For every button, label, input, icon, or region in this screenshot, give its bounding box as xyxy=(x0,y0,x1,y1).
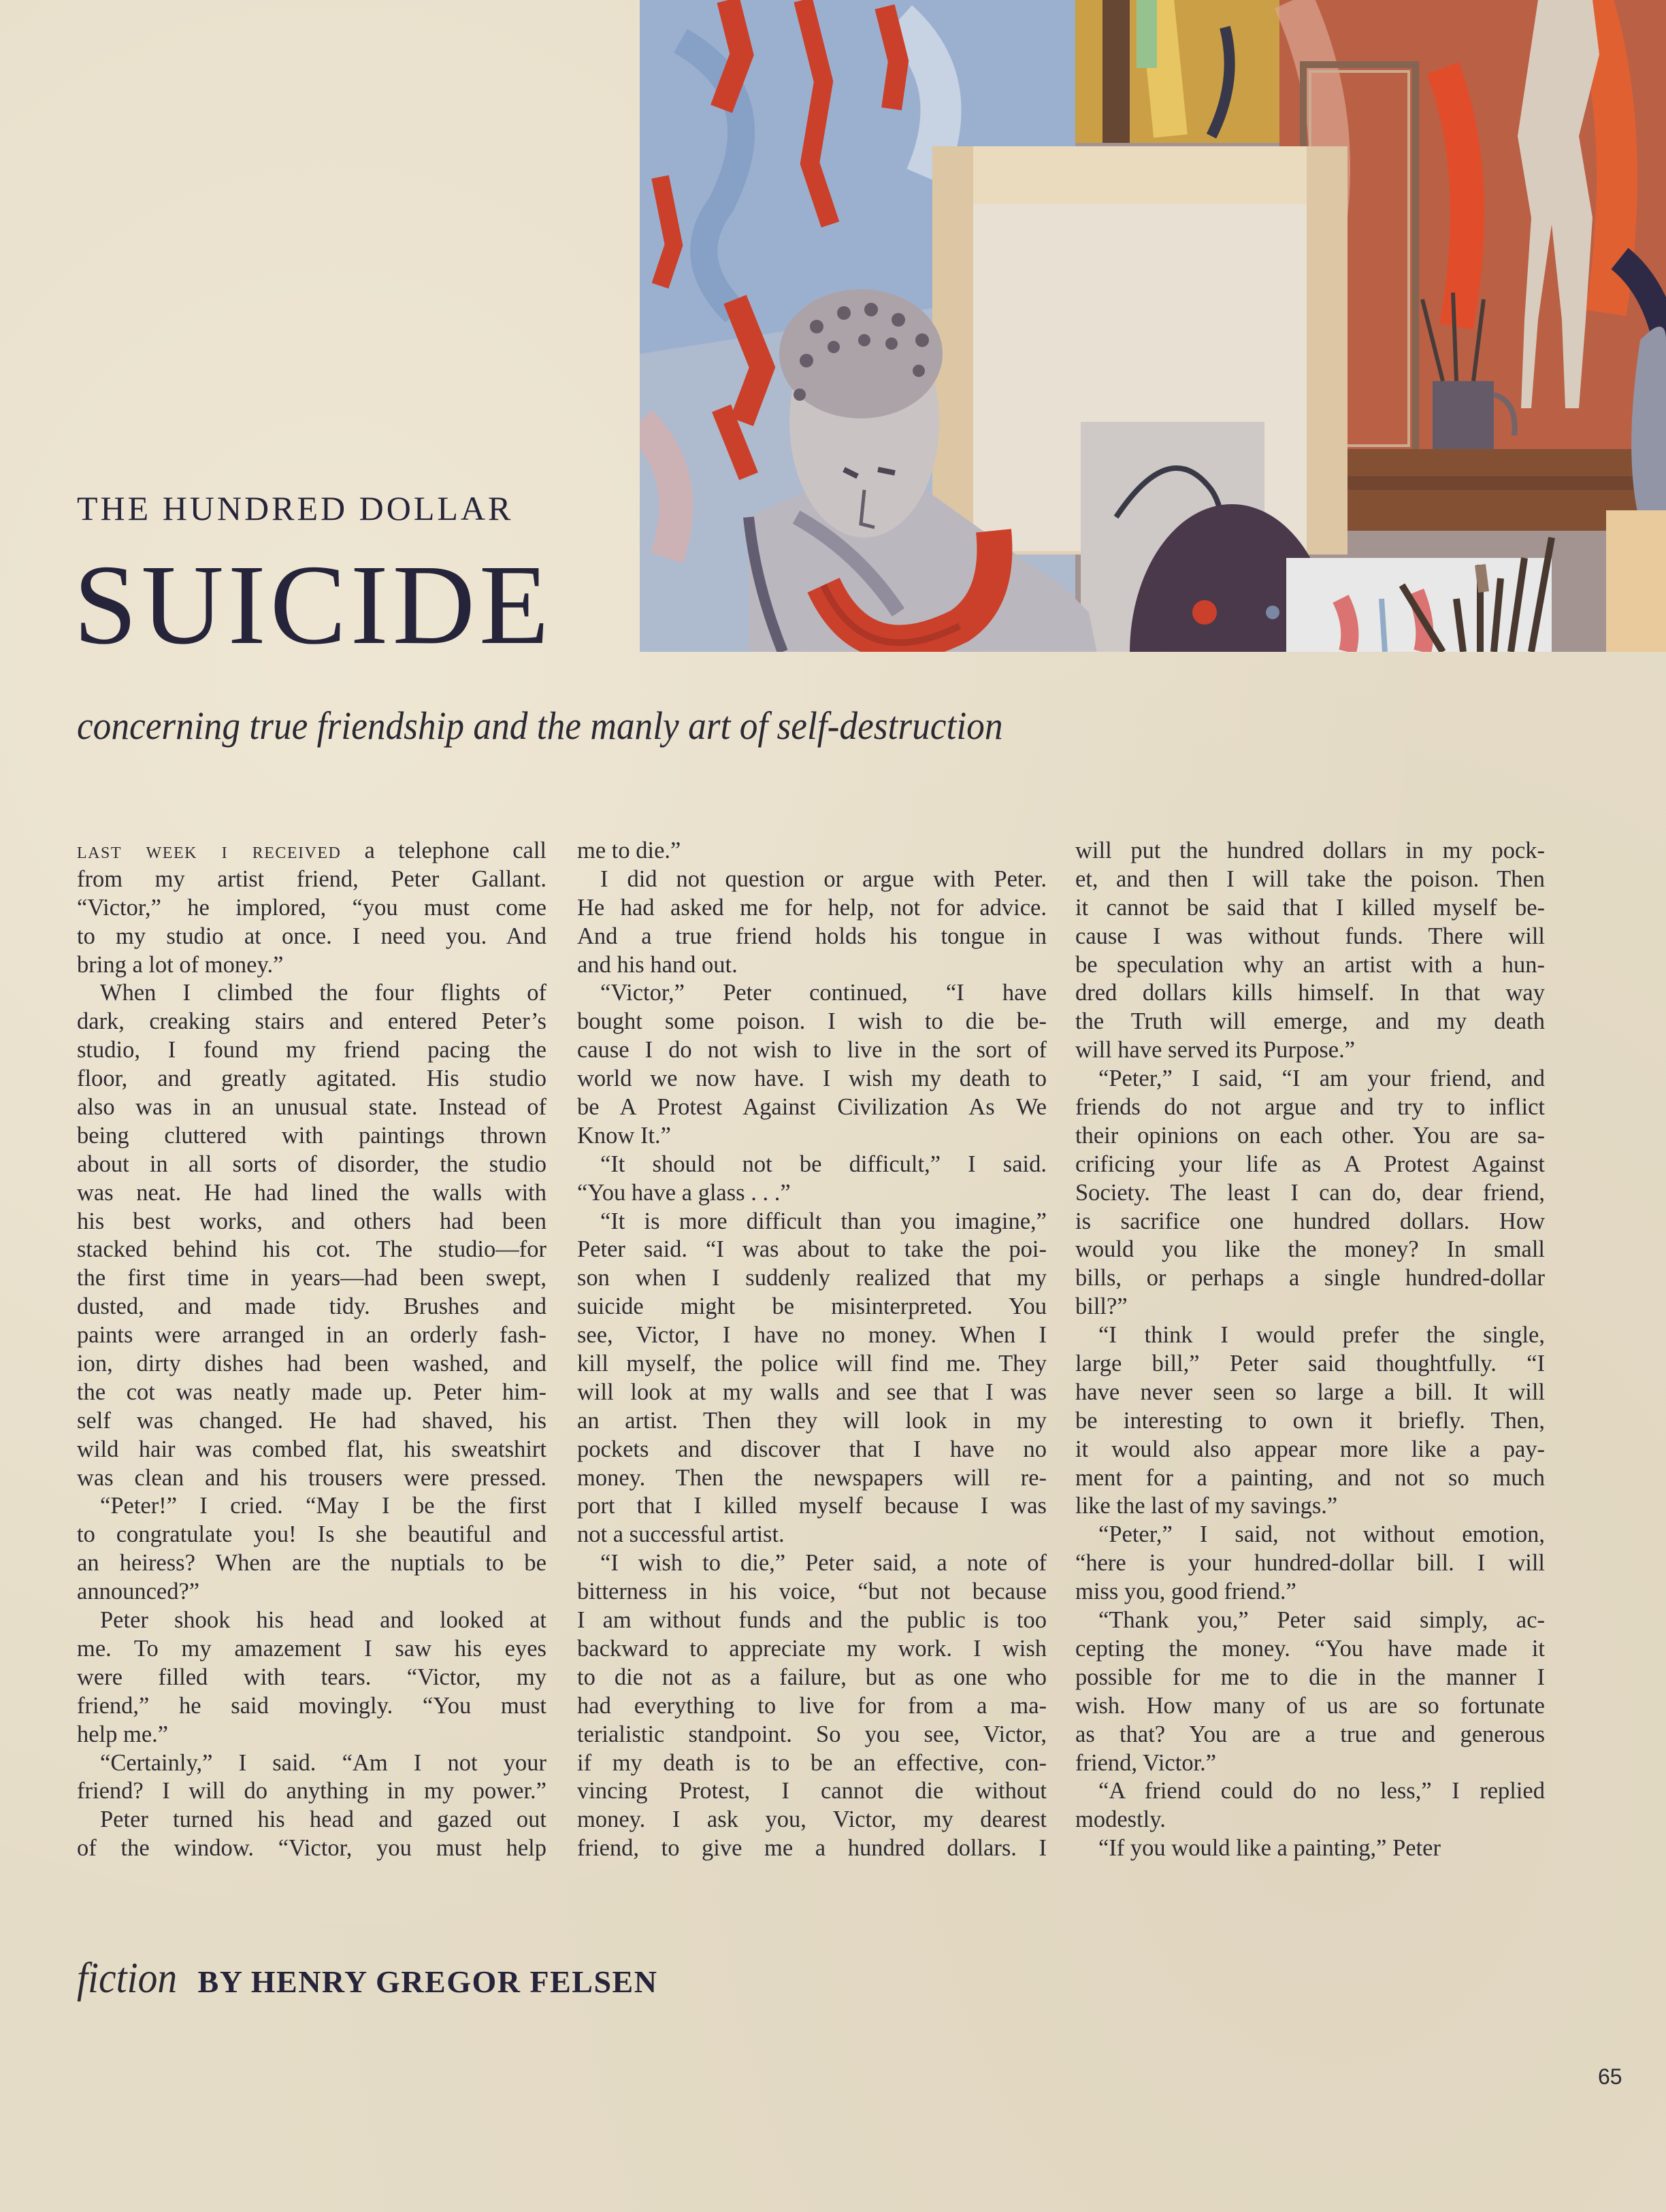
subtitle-dek: concerning true friendship and the manly art of self-destruction xyxy=(77,704,1003,748)
headline: SUICIDE xyxy=(74,542,553,668)
text-line: studio, I found my friend pacing the xyxy=(77,1037,546,1063)
text-line: an artist. Then they will look in my xyxy=(577,1407,1047,1434)
text-line: possible for me to die in the manner I xyxy=(1075,1664,1545,1690)
page-number: 65 xyxy=(1598,2064,1622,2089)
studio-still-life-illustration xyxy=(640,0,1666,652)
text-line: friend, Victor.” xyxy=(1075,1749,1217,1776)
text-line: backward to appreciate my work. I wish xyxy=(577,1635,1047,1662)
text-line: cause I do not wish to live in the sort of xyxy=(577,1037,1047,1063)
lead-in-smallcaps: last week i received xyxy=(77,838,342,863)
text-line: me. To my amazement I saw his eyes xyxy=(77,1635,546,1662)
text-line: modestly. xyxy=(1075,1806,1166,1833)
body-column-2 xyxy=(577,837,1047,1863)
text-line: miss you, good friend.” xyxy=(1075,1579,1296,1605)
text-line: “You have a glass . . .” xyxy=(577,1179,791,1206)
text-line: stacked behind his cot. The studio—for xyxy=(77,1236,546,1263)
text-line: Peter shook his head and looked at xyxy=(100,1607,546,1634)
text-line: friends do not argue and try to inflict xyxy=(1075,1094,1545,1121)
text-line: me to die.” xyxy=(577,838,681,863)
text-line: his best works, and others had been xyxy=(77,1208,546,1234)
text-line: from my artist friend, Peter Gallant. xyxy=(77,865,546,892)
text-line: “Peter,” I said, “I am your friend, and xyxy=(1098,1066,1545,1092)
text-line: port that I killed myself because I was xyxy=(577,1493,1047,1519)
text-line: also was in an unusual state. Instead of xyxy=(77,1094,546,1121)
text-line: their opinions on each other. You are sa- xyxy=(1075,1122,1545,1149)
text-line: “Peter,” I said, not without emotion, xyxy=(1098,1521,1545,1548)
text-line: son when I suddenly realized that my xyxy=(577,1265,1047,1291)
text-line: When I climbed the four flights of xyxy=(100,980,546,1006)
text-line: “If you would like a painting,” Peter xyxy=(1098,1835,1441,1862)
text-line: ion, dirty dishes had been washed, and xyxy=(77,1351,546,1377)
text-line: money. I ask you, Victor, my dearest xyxy=(577,1806,1047,1833)
text-line: suicide might be misinterpreted. You xyxy=(577,1293,1047,1320)
text-line: et, and then I will take the poison. Then xyxy=(1075,865,1545,892)
title-kicker: THE HUNDRED DOLLAR xyxy=(77,489,514,527)
text-line: pockets and discover that I have no xyxy=(577,1436,1047,1462)
text-line: help me.” xyxy=(77,1721,169,1747)
text-line: “It should not be difficult,” I said. xyxy=(600,1151,1047,1177)
text-line: kill myself, the police will find me. They xyxy=(577,1351,1047,1377)
text-line: cepting the money. “You have made it xyxy=(1075,1635,1545,1662)
text-line: be interesting to own it briefly. Then, xyxy=(1075,1407,1545,1434)
text-line: dark, creaking stairs and entered Peter’s xyxy=(77,1008,546,1035)
text-line: “Victor,” he implored, “you must come xyxy=(77,894,546,921)
text-line: be speculation why an artist with a hun- xyxy=(1075,951,1545,978)
text-line: it cannot be said that I killed myself be- xyxy=(1075,894,1545,921)
text-line: dred dollars kills himself. In that way xyxy=(1075,980,1545,1006)
text-line: it would also appear more like a pay- xyxy=(1075,1436,1545,1462)
text-line: announced?” xyxy=(77,1579,200,1605)
text-line: would you like the money? In small xyxy=(1075,1236,1545,1263)
text-line: to my studio at once. I need you. And xyxy=(77,923,546,949)
text-line: “Peter!” I cried. “May I be the first xyxy=(100,1493,546,1519)
text-line: bitterness in his voice, “but not because xyxy=(577,1579,1047,1605)
text-line: the first time in years—had been swept, xyxy=(77,1265,546,1291)
text-line: bought some poison. I wish to die be- xyxy=(577,1008,1047,1035)
article-photo xyxy=(640,0,1666,652)
text-line: floor, and greatly agitated. His studio xyxy=(77,1066,546,1092)
text-line: paints were arranged in an orderly fash- xyxy=(77,1322,546,1349)
byline xyxy=(77,1953,657,2003)
text-line: Peter said. “I was about to take the poi- xyxy=(577,1236,1047,1263)
text-line: “Victor,” Peter continued, “I have xyxy=(600,980,1047,1006)
text-line: money. Then the newspapers will re- xyxy=(577,1464,1047,1491)
text-line: will put the hundred dollars in my pock- xyxy=(1075,838,1545,863)
text-line: bills, or perhaps a single hundred-dollar xyxy=(1075,1265,1545,1291)
text-line: I did not question or argue with Peter. xyxy=(600,865,1047,892)
text-line: Society. The least I can do, dear friend, xyxy=(1075,1179,1545,1206)
text-line: bill?” xyxy=(1075,1293,1128,1320)
text-line: and his hand out. xyxy=(577,951,738,978)
text-line: had everything to live for from a ma- xyxy=(577,1692,1047,1719)
text-line: friend? I will do anything in my power.” xyxy=(77,1778,546,1804)
text-line: “A friend could do no less,” I replied xyxy=(1098,1778,1545,1804)
text-line: ment for a painting, and not so much xyxy=(1075,1464,1545,1491)
text-line: about in all sorts of disorder, the studio xyxy=(77,1151,546,1177)
text-line: He had asked me for help, not for advice. xyxy=(577,894,1047,921)
text-line: “Thank you,” Peter said simply, ac- xyxy=(1098,1607,1545,1634)
text-line: last week i received a telephone call xyxy=(77,838,547,863)
text-line: as that? You are a true and generous xyxy=(1075,1721,1545,1747)
text-line: an heiress? When are the nuptials to be xyxy=(77,1550,546,1577)
genre-label: fiction xyxy=(77,1953,178,2002)
text-line: “I think I would prefer the single, xyxy=(1098,1322,1545,1349)
text-line: “I wish to die,” Peter said, a note of xyxy=(600,1550,1047,1577)
text-line: of the window. “Victor, you must help xyxy=(77,1835,546,1862)
text-line: be A Protest Against Civilization As We xyxy=(577,1094,1047,1121)
text-line: the Truth will emerge, and my death xyxy=(1075,1008,1545,1035)
text-line: cause I was without funds. There will xyxy=(1075,923,1545,949)
text-line: vincing Protest, I cannot die without xyxy=(577,1778,1047,1804)
text-line: will have served its Purpose.” xyxy=(1075,1037,1356,1063)
text-line: will look at my walls and see that I was xyxy=(577,1379,1047,1405)
text-line: to die not as a failure, but as one who xyxy=(577,1664,1047,1690)
text-line: have never seen so large a bill. It will xyxy=(1075,1379,1545,1405)
text-line: like the last of my savings.” xyxy=(1075,1493,1338,1519)
text-line: “here is your hundred-dollar bill. I will xyxy=(1075,1550,1545,1577)
text-line: dusted, and made tidy. Brushes and xyxy=(77,1293,546,1320)
text-line: Peter turned his head and gazed out xyxy=(100,1806,546,1833)
text-line: crificing your life as A Protest Against xyxy=(1075,1151,1545,1177)
text-line: bring a lot of money.” xyxy=(77,951,284,978)
text-line: if my death is to be an effective, con- xyxy=(577,1749,1047,1776)
text-line: wish. How many of us are so fortunate xyxy=(1075,1692,1545,1719)
text-line: “Certainly,” I said. “Am I not your xyxy=(100,1749,546,1776)
text-line: wild hair was combed flat, his sweatshirt xyxy=(77,1436,546,1462)
text-line: friend,” he said movingly. “You must xyxy=(77,1692,546,1719)
text-line: was clean and his trousers were pressed. xyxy=(77,1464,546,1491)
text-line: terialistic standpoint. So you see, Victor, xyxy=(577,1721,1047,1747)
body-column-3 xyxy=(1075,837,1545,1863)
text-line: was neat. He had lined the walls with xyxy=(77,1179,546,1206)
author-name: BY HENRY GREGOR FELSEN xyxy=(197,1964,658,1999)
text-line: being cluttered with paintings thrown xyxy=(77,1122,546,1149)
text-line: is sacrifice one hundred dollars. How xyxy=(1075,1208,1545,1234)
text-line: were filled with tears. “Victor, my xyxy=(77,1664,546,1690)
text-line: to congratulate you! Is she beautiful and xyxy=(77,1521,546,1548)
text-line: self was changed. He had shaved, his xyxy=(77,1407,546,1434)
text-line: “It is more difficult than you imagine,” xyxy=(600,1208,1047,1234)
body-column-1 xyxy=(77,837,546,1863)
text-line: not a successful artist. xyxy=(577,1521,785,1548)
text-line: large bill,” Peter said thoughtfully. “I xyxy=(1075,1351,1545,1377)
text-line: the cot was neatly made up. Peter him- xyxy=(77,1379,546,1405)
text-line: see, Victor, I have no money. When I xyxy=(577,1322,1047,1349)
text-line: I am without funds and the public is too xyxy=(577,1607,1047,1634)
text-line: world we now have. I wish my death to xyxy=(577,1066,1047,1092)
text-line: friend, to give me a hundred dollars. I xyxy=(577,1835,1047,1862)
text-line: And a true friend holds his tongue in xyxy=(577,923,1047,949)
text-line: Know It.” xyxy=(577,1122,671,1149)
